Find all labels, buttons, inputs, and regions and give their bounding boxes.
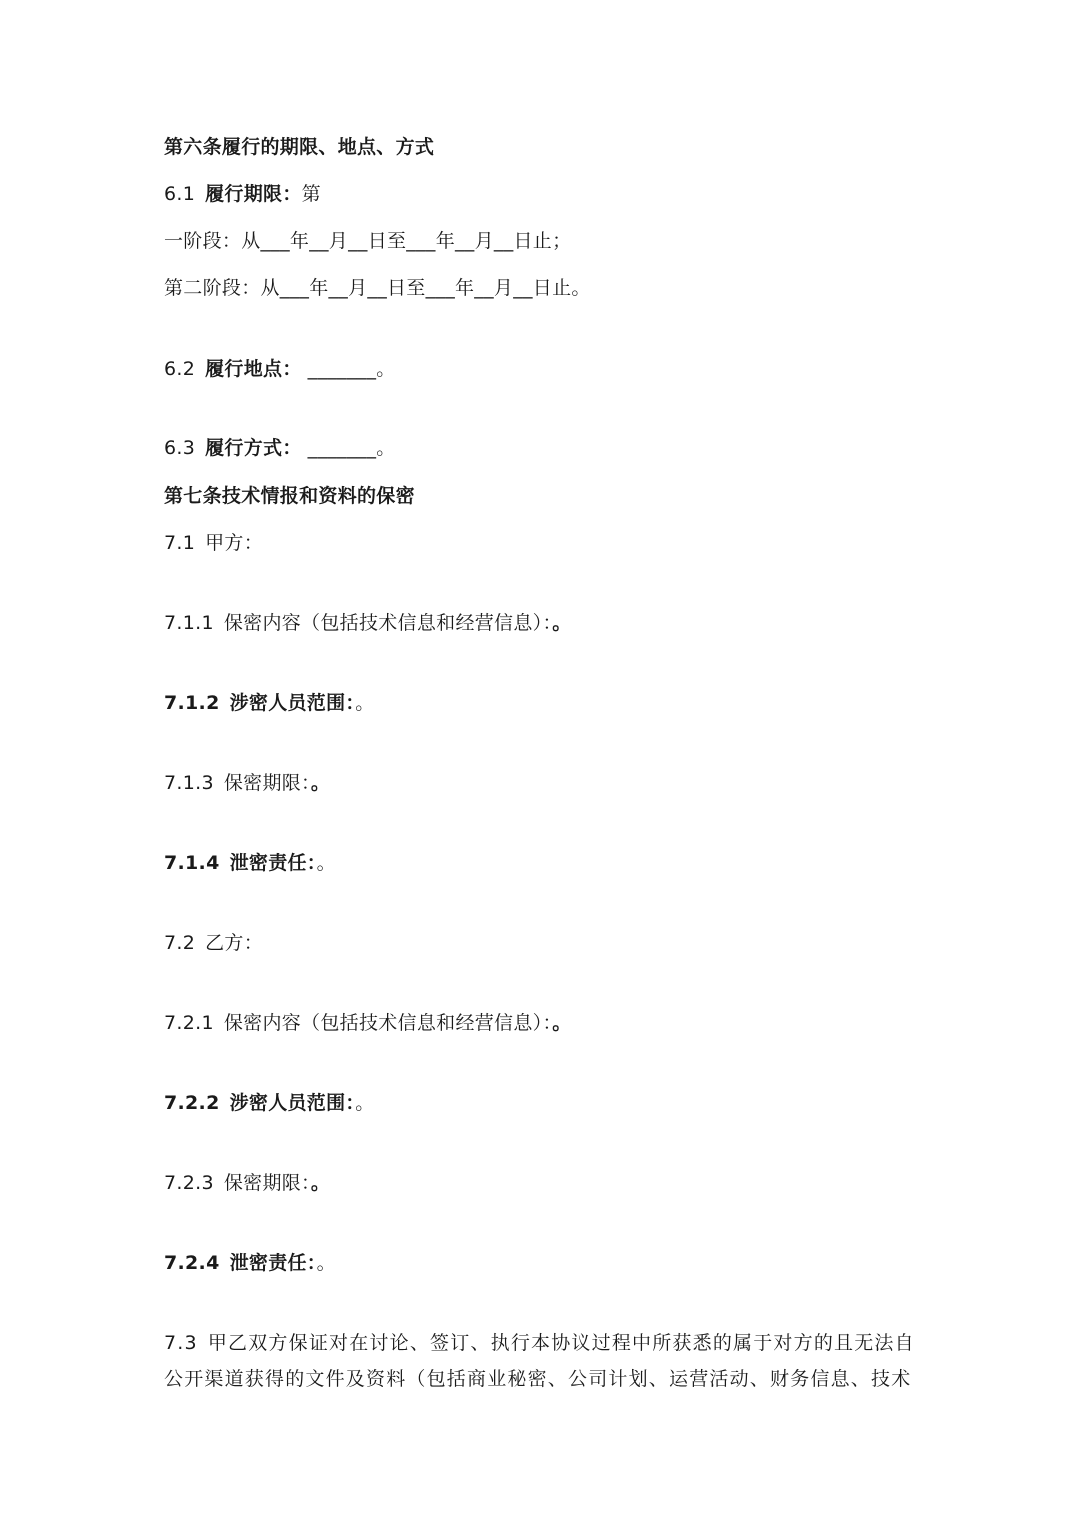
clause-label: 履行地点： xyxy=(205,358,302,380)
clause-end: 。 xyxy=(310,772,331,794)
clause-7-3-line-2: 公开渠道获得的文件及资料（包括商业秘密、公司计划、运营活动、财务信息、技术 xyxy=(164,1368,912,1390)
clause-text: 保密期限： xyxy=(223,1172,311,1194)
clause-label: 履行方式： xyxy=(205,437,302,459)
clause-text: 保密内容（包括技术信息和经营信息）： xyxy=(223,1012,553,1034)
article-7-heading: 第七条技术情报和资料的保密 xyxy=(164,485,415,507)
article-6-heading: 第六条履行的期限、地点、方式 xyxy=(164,136,435,158)
clause-label: 履行期限： xyxy=(205,183,302,205)
clause-number: 7.2.1 xyxy=(164,1012,214,1034)
clause-end: 。 xyxy=(552,1012,572,1034)
clause-7-3-line-1 xyxy=(164,1325,914,1361)
clause-6-3 xyxy=(164,436,396,460)
clause-number: 7.1.4 xyxy=(164,852,220,874)
clause-7-1 xyxy=(164,531,263,555)
clause-7-2-3 xyxy=(164,1171,330,1195)
clause-number: 7.2.4 xyxy=(164,1252,220,1274)
clause-end: 。 xyxy=(355,1092,375,1114)
clause-7-2-4 xyxy=(164,1251,336,1275)
clause-text: _______。 xyxy=(307,437,396,459)
clause-number: 7.1.3 xyxy=(164,772,214,794)
clause-text: 保密期限： xyxy=(223,772,311,794)
clause-text: 甲方： xyxy=(205,532,264,554)
clause-label: 涉密人员范围： xyxy=(229,1092,356,1114)
clause-end: 。 xyxy=(552,612,572,634)
clause-text: _______。 xyxy=(307,358,396,380)
clause-text: 保密内容（包括技术信息和经营信息）： xyxy=(223,612,553,634)
clause-6-1 xyxy=(164,182,321,206)
clause-number: 7.3 xyxy=(164,1332,198,1354)
clause-7-2-1 xyxy=(164,1011,572,1035)
clause-number: 6.3 xyxy=(164,437,196,459)
clause-number: 6.2 xyxy=(164,358,196,380)
clause-7-1-2 xyxy=(164,691,375,715)
clause-label: 泄密责任： xyxy=(229,1252,317,1274)
clause-number: 7.1.1 xyxy=(164,612,214,634)
clause-7-1-3 xyxy=(164,771,330,795)
clause-7-2 xyxy=(164,931,263,955)
stage-2-line: 第二阶段：从___年__月__日至___年__月__日止。 xyxy=(164,277,591,299)
clause-number: 7.2.2 xyxy=(164,1092,220,1114)
clause-7-3 xyxy=(164,1325,914,1397)
clause-number: 6.1 xyxy=(164,183,196,205)
clause-7-2-2 xyxy=(164,1091,375,1115)
clause-end: 。 xyxy=(310,1172,331,1194)
clause-text: 甲乙双方保证对在讨论、签订、执行本协议过程中所获悉的属于对方的且无法自 xyxy=(207,1332,915,1354)
clause-label: 涉密人员范围： xyxy=(229,692,356,714)
clause-7-1-1 xyxy=(164,611,572,635)
clause-number: 7.1 xyxy=(164,532,196,554)
clause-number: 7.1.2 xyxy=(164,692,220,714)
clause-text: 乙方： xyxy=(205,932,264,954)
clause-7-1-4 xyxy=(164,851,336,875)
clause-number: 7.2 xyxy=(164,932,196,954)
clause-6-2 xyxy=(164,357,396,381)
clause-text: 第 xyxy=(301,183,321,205)
clause-number: 7.2.3 xyxy=(164,1172,214,1194)
clause-end: 。 xyxy=(355,692,375,714)
clause-end: 。 xyxy=(316,1252,336,1274)
clause-label: 泄密责任： xyxy=(229,852,317,874)
stage-1-line: 一阶段：从___年__月__日至___年__月__日止； xyxy=(164,230,572,252)
clause-end: 。 xyxy=(316,852,336,874)
